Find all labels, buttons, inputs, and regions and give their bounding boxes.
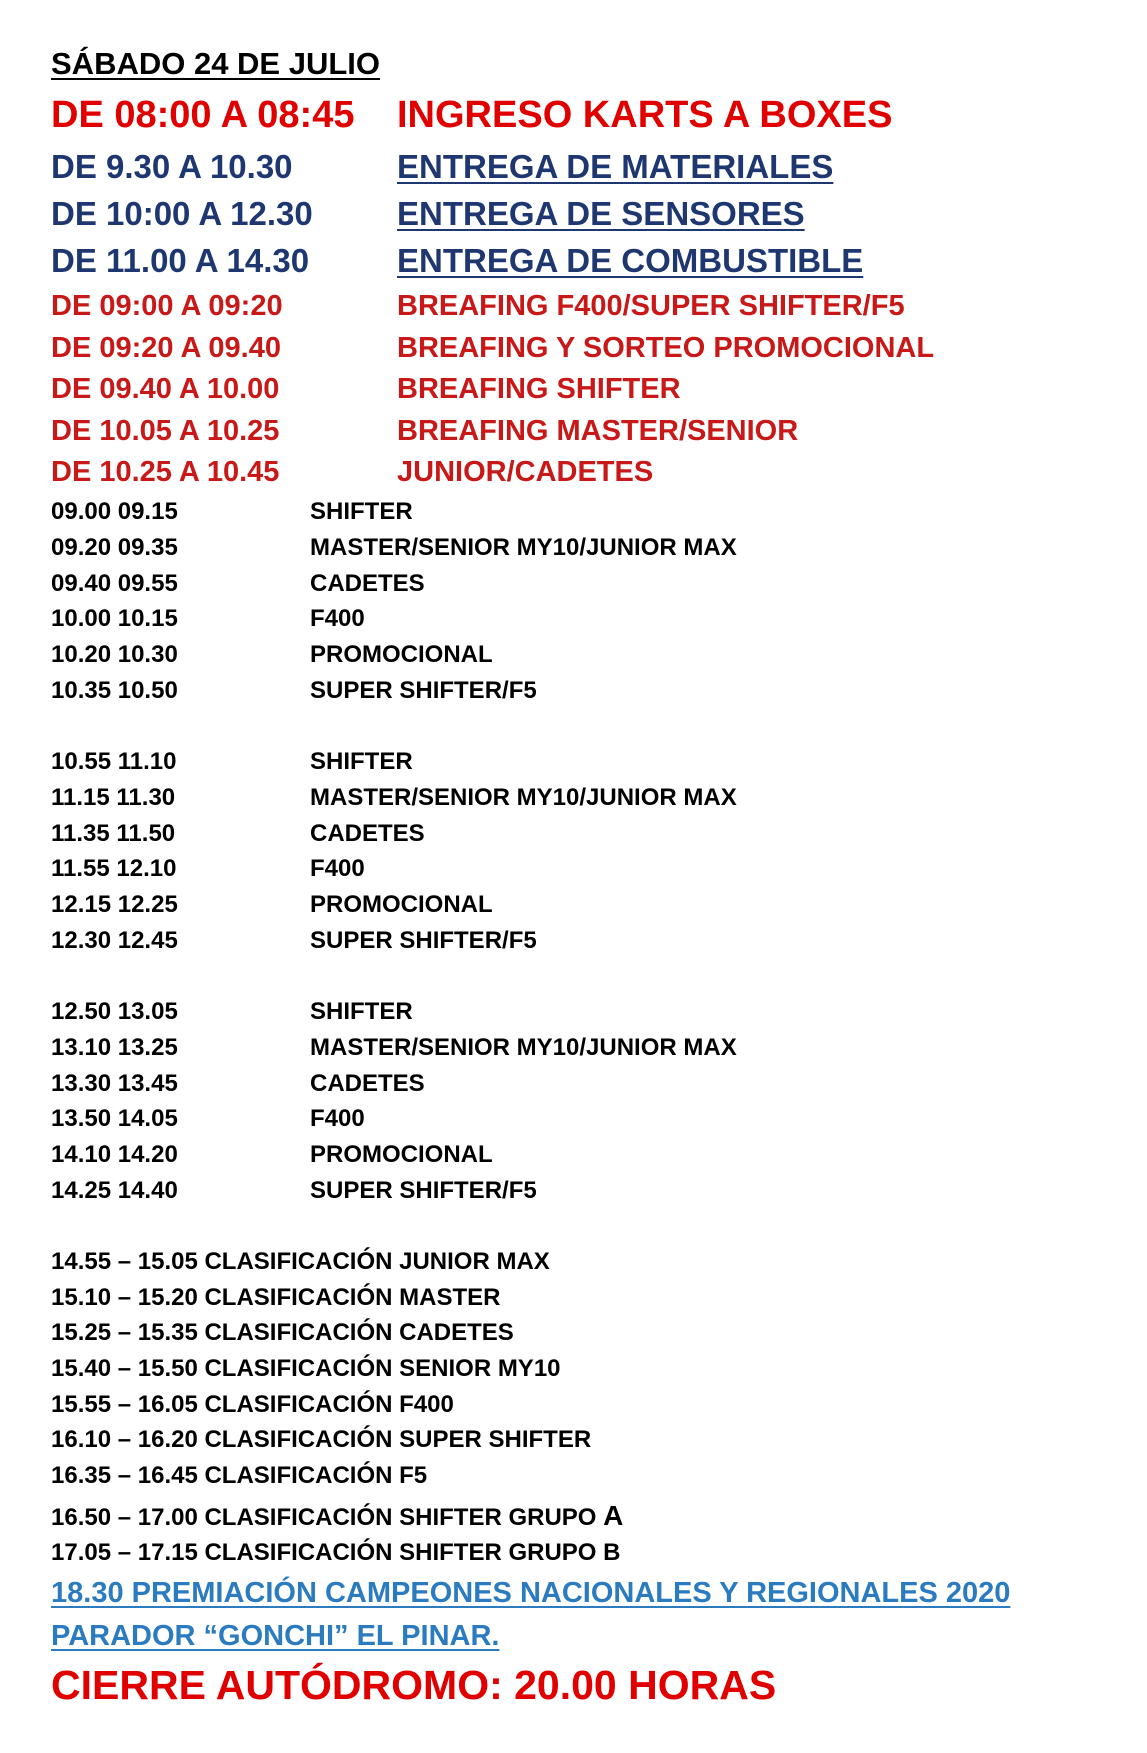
session-time: 14.10 14.20 — [51, 1141, 178, 1168]
session-row — [51, 929, 1051, 953]
briefing-row — [51, 458, 1051, 487]
classification-row: 15.10 – 15.20 CLASIFICACIÓN MASTER — [51, 1284, 501, 1311]
classification-row: 15.25 – 15.35 CLASIFICACIÓN CADETES — [51, 1319, 514, 1346]
closing-notice: CIERRE AUTÓDROMO: 20.00 HORAS — [51, 1662, 777, 1708]
session-category: F400 — [310, 855, 365, 882]
session-category: F400 — [310, 1105, 365, 1132]
session-category: PROMOCIONAL — [310, 1141, 493, 1168]
session-category: CADETES — [310, 570, 425, 597]
classification-row-group-b: 17.05 – 17.15 CLASIFICACIÓN SHIFTER GRUPO B — [51, 1539, 621, 1566]
awards-link-line2[interactable]: PARADOR “GONCHI” EL PINAR. — [51, 1620, 500, 1652]
session-category: CADETES — [310, 1070, 425, 1097]
session-row — [51, 1072, 1051, 1096]
session-row — [51, 1107, 1051, 1131]
session-category: MASTER/SENIOR MY10/JUNIOR MAX — [310, 784, 737, 811]
classification-row: 16.35 – 16.45 CLASIFICACIÓN F5 — [51, 1462, 428, 1489]
classification-row: 16.10 – 16.20 CLASIFICACIÓN SUPER SHIFTER — [51, 1426, 592, 1453]
delivery-row — [51, 150, 1051, 183]
session-category: PROMOCIONAL — [310, 891, 493, 918]
delivery-row — [51, 197, 1051, 230]
session-time: 12.15 12.25 — [51, 891, 178, 918]
session-time: 09.00 09.15 — [51, 498, 178, 525]
session-row — [51, 1000, 1051, 1024]
delivery-activity: ENTREGA DE MATERIALES — [397, 148, 834, 185]
session-category: MASTER/SENIOR MY10/JUNIOR MAX — [310, 534, 737, 561]
classification-row: 15.55 – 16.05 CLASIFICACIÓN F400 — [51, 1391, 454, 1418]
delivery-activity: ENTREGA DE COMBUSTIBLE — [397, 242, 864, 279]
briefing-time: DE 09:20 A 09.40 — [51, 332, 281, 364]
session-time: 10.55 11.10 — [51, 748, 177, 775]
session-time: 09.20 09.35 — [51, 534, 178, 561]
session-row — [51, 500, 1051, 524]
group-letter: A — [603, 1500, 624, 1531]
session-row — [51, 1143, 1051, 1167]
classification-row: 14.55 – 15.05 CLASIFICACIÓN JUNIOR MAX — [51, 1248, 550, 1275]
delivery-time: DE 9.30 A 10.30 — [51, 148, 293, 185]
session-time: 10.00 10.15 — [51, 605, 178, 632]
delivery-row — [51, 244, 1051, 277]
awards-link-line1[interactable]: 18.30 PREMIACIÓN CAMPEONES NACIONALES Y REGIONALES 2020 — [51, 1577, 1011, 1609]
session-row — [51, 536, 1051, 560]
briefing-time: DE 09.40 A 10.00 — [51, 373, 280, 405]
classification-row: 15.40 – 15.50 CLASIFICACIÓN SENIOR MY10 — [51, 1355, 561, 1382]
session-row — [51, 750, 1051, 774]
briefing-activity: BREAFING F400/SUPER SHIFTER/F5 — [397, 290, 905, 322]
briefing-row — [51, 417, 1051, 446]
session-row — [51, 857, 1051, 881]
session-time: 14.25 14.40 — [51, 1177, 178, 1204]
page-title: SÁBADO 24 DE JULIO — [51, 46, 381, 81]
session-time: 10.35 10.50 — [51, 677, 178, 704]
session-time: 11.15 11.30 — [51, 784, 176, 811]
session-row — [51, 607, 1051, 631]
session-category: SUPER SHIFTER/F5 — [310, 927, 537, 954]
session-category: MASTER/SENIOR MY10/JUNIOR MAX — [310, 1034, 737, 1061]
classification-prefix: 16.50 – 17.00 CLASIFICACIÓN SHIFTER GRUPO — [51, 1504, 604, 1531]
briefing-row — [51, 292, 1051, 321]
session-row — [51, 643, 1051, 667]
session-row — [51, 679, 1051, 703]
session-time: 11.55 12.10 — [51, 855, 177, 882]
session-time: 13.10 13.25 — [51, 1034, 178, 1061]
classification-row-group-a — [51, 1502, 623, 1530]
intro-row — [51, 96, 1051, 134]
session-category: SHIFTER — [310, 748, 413, 775]
session-category: PROMOCIONAL — [310, 641, 493, 668]
session-row — [51, 572, 1051, 596]
session-time: 13.50 14.05 — [51, 1105, 178, 1132]
briefing-row — [51, 375, 1051, 404]
session-category: SHIFTER — [310, 498, 413, 525]
delivery-time: DE 10:00 A 12.30 — [51, 195, 313, 232]
session-category: SHIFTER — [310, 998, 413, 1025]
briefing-time: DE 09:00 A 09:20 — [51, 290, 283, 322]
delivery-activity: ENTREGA DE SENSORES — [397, 195, 805, 232]
briefing-row — [51, 334, 1051, 363]
session-row — [51, 893, 1051, 917]
session-time: 13.30 13.45 — [51, 1070, 178, 1097]
session-time: 11.35 11.50 — [51, 820, 176, 847]
session-time: 10.20 10.30 — [51, 641, 178, 668]
briefing-time: DE 10.05 A 10.25 — [51, 415, 280, 447]
session-category: SUPER SHIFTER/F5 — [310, 1177, 537, 1204]
session-time: 09.40 09.55 — [51, 570, 178, 597]
briefing-activity: BREAFING Y SORTEO PROMOCIONAL — [397, 332, 935, 364]
briefing-time: DE 10.25 A 10.45 — [51, 456, 280, 488]
session-row — [51, 1036, 1051, 1060]
session-time: 12.30 12.45 — [51, 927, 178, 954]
session-time: 12.50 13.05 — [51, 998, 178, 1025]
session-category: F400 — [310, 605, 365, 632]
briefing-activity: BREAFING MASTER/SENIOR — [397, 415, 799, 447]
briefing-activity: JUNIOR/CADETES — [397, 456, 654, 488]
session-row — [51, 1179, 1051, 1203]
session-row — [51, 786, 1051, 810]
session-category: SUPER SHIFTER/F5 — [310, 677, 537, 704]
session-row — [51, 822, 1051, 846]
briefing-activity: BREAFING SHIFTER — [397, 373, 681, 405]
intro-time: DE 08:00 A 08:45 — [51, 94, 355, 136]
intro-activity: INGRESO KARTS A BOXES — [397, 94, 893, 136]
session-category: CADETES — [310, 820, 425, 847]
delivery-time: DE 11.00 A 14.30 — [51, 242, 310, 279]
